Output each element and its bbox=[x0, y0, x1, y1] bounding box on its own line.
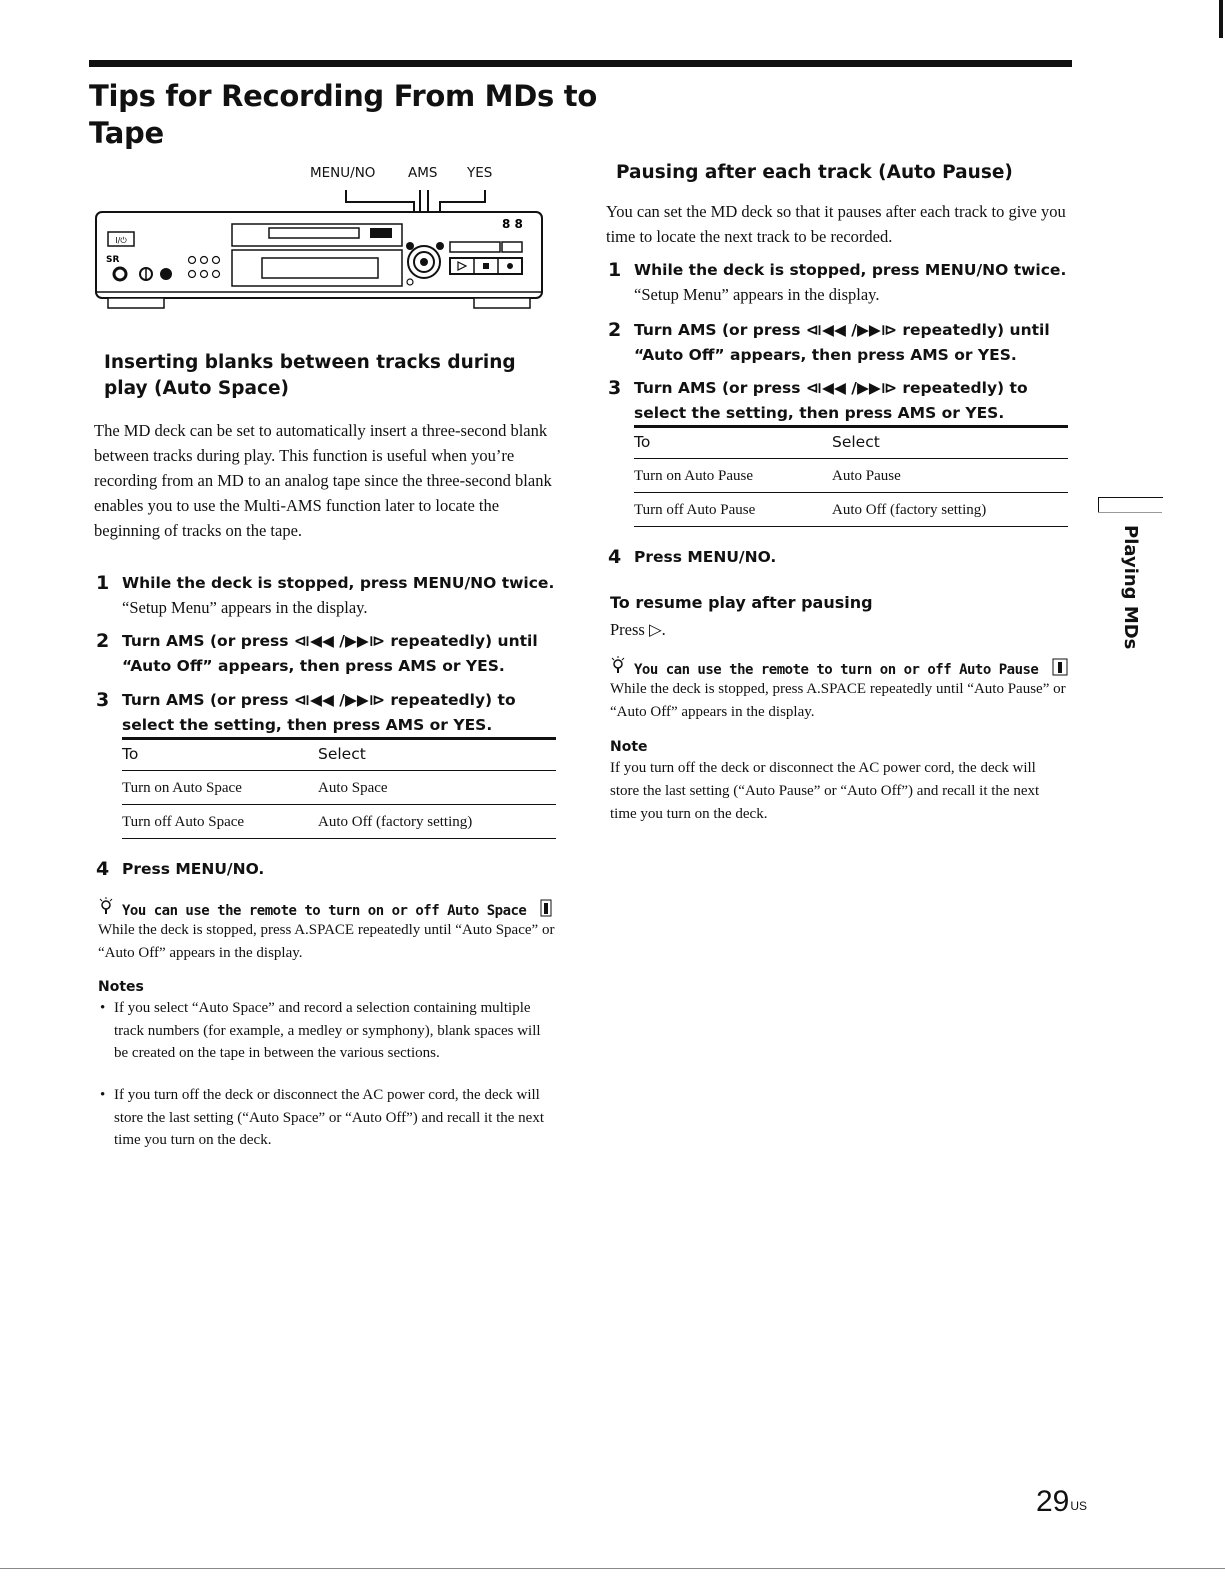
yes-label: YES bbox=[467, 165, 493, 181]
right-step-2 bbox=[608, 318, 1078, 368]
note-heading: Note bbox=[610, 739, 648, 755]
table-header: Select bbox=[318, 739, 556, 771]
note-item bbox=[100, 1084, 544, 1152]
auto-pause-note-body: If you turn off the deck or disconnect the AC power cord, the deck will store the last setting (“Auto Pause” or “Auto Off”) and recall it the next time you turn on the deck. bbox=[610, 760, 1040, 822]
side-tab-rule bbox=[1098, 512, 1162, 513]
auto-pause-tip-body: While the deck is stopped, press A.SPACE repeatedly until “Auto Pause” or “Auto Off” appears in the display. bbox=[610, 681, 1066, 720]
bullet-icon: • bbox=[100, 1000, 106, 1016]
table-header: To bbox=[122, 739, 318, 771]
page-number-value: 29 bbox=[1036, 1485, 1070, 1518]
side-tab-marker bbox=[1098, 497, 1163, 513]
svg-text:8 8: 8 8 bbox=[502, 217, 523, 231]
step-instruction: Turn AMS (or press ⧏◀◀ /▶▶⧐ repeatedly) to select the setting, then press AMS or YES. bbox=[122, 691, 516, 734]
note-text: If you select “Auto Space” and record a selection containing multiple track numbers (for example, a medley or symphony), blank spaces will be created on the tape in between the various sections. bbox=[114, 1000, 541, 1061]
header-rule bbox=[89, 60, 1072, 67]
lightbulb-icon bbox=[610, 656, 628, 680]
table-cell: Auto Pause bbox=[832, 459, 1068, 493]
section-tab-label: Playing MDs bbox=[1120, 525, 1141, 650]
step-number: 2 bbox=[608, 319, 622, 341]
step-number: 1 bbox=[608, 259, 622, 281]
step-instruction: Press MENU/NO. bbox=[122, 860, 265, 878]
auto-pause-intro: You can set the MD deck so that it pauses after each track to give you time to locate the next track to be recorded. bbox=[606, 202, 1066, 246]
menu-no-label: MENU/NO bbox=[310, 165, 376, 181]
table-row bbox=[634, 493, 1068, 527]
table-cell: Turn off Auto Pause bbox=[634, 493, 832, 527]
tip-title: You can use the remote to turn on or off Auto Pause bbox=[634, 662, 1039, 678]
power-button-label: I/⏻ bbox=[115, 236, 127, 245]
step-result: “Setup Menu” appears in the display. bbox=[634, 285, 880, 304]
bullet-icon: • bbox=[100, 1087, 106, 1103]
table-row bbox=[122, 805, 556, 839]
ams-label: AMS bbox=[408, 165, 438, 181]
step-instruction: While the deck is stopped, press MENU/NO twice. bbox=[122, 574, 555, 592]
resume-body: Press ▷. bbox=[610, 620, 666, 639]
auto-space-tip-body: While the deck is stopped, press A.SPACE repeatedly until “Auto Space” or “Auto Off” appears in the display. bbox=[98, 922, 555, 961]
step-number: 4 bbox=[608, 546, 622, 568]
right-step-4 bbox=[608, 545, 1078, 571]
right-step-3 bbox=[608, 376, 1078, 426]
table-header: To bbox=[634, 427, 832, 459]
table-cell: Turn on Auto Pause bbox=[634, 459, 832, 493]
step-number: 3 bbox=[96, 689, 110, 711]
auto-space-table bbox=[122, 737, 556, 839]
auto-pause-heading: Pausing after each track (Auto Pause) bbox=[616, 162, 1013, 183]
table-row bbox=[122, 771, 556, 805]
table-cell: Auto Off (factory setting) bbox=[318, 805, 556, 839]
table-header-row bbox=[634, 427, 1068, 459]
table-cell: Auto Space bbox=[318, 771, 556, 805]
right-step-1 bbox=[608, 258, 1078, 308]
step-instruction: While the deck is stopped, press MENU/NO twice. bbox=[634, 261, 1067, 279]
step-number: 2 bbox=[96, 630, 110, 652]
auto-space-intro: The MD deck can be set to automatically insert a three-second blank between tracks during play. This function is useful when you’re recording from an MD to an analog tape since the three-second blank enables you to use the Multi-AMS function later to locate the beginning of tracks on the tape. bbox=[94, 421, 552, 540]
auto-space-heading: Inserting blanks between tracks during play (Auto Space) bbox=[104, 352, 516, 399]
note-text: If you turn off the deck or disconnect the AC power cord, the deck will store the last setting (“Auto Space” or “Auto Off”) and recall it the next time you turn on the deck. bbox=[114, 1087, 544, 1148]
table-header-row bbox=[122, 739, 556, 771]
left-step-1 bbox=[96, 571, 566, 621]
tip-title: You can use the remote to turn on or off Auto Space bbox=[122, 903, 527, 919]
step-instruction: Turn AMS (or press ⧏◀◀ /▶▶⧐ repeatedly) until “Auto Off” appears, then press AMS or YES. bbox=[122, 632, 538, 675]
step-instruction: Turn AMS (or press ⧏◀◀ /▶▶⧐ repeatedly) to select the setting, then press AMS or YES. bbox=[634, 379, 1028, 422]
md-deck-illustration bbox=[94, 182, 546, 317]
table-cell: Auto Off (factory setting) bbox=[832, 493, 1068, 527]
left-step-3 bbox=[96, 688, 566, 738]
page-bottom-edge bbox=[0, 1568, 1225, 1569]
table-row bbox=[634, 459, 1068, 493]
table-cell: Turn off Auto Space bbox=[122, 805, 318, 839]
step-number: 1 bbox=[96, 572, 110, 594]
page-number bbox=[1036, 1484, 1087, 1520]
notes-heading: Notes bbox=[98, 979, 144, 995]
note-item bbox=[100, 997, 558, 1065]
page-region-suffix: US bbox=[1070, 1499, 1088, 1513]
step-instruction: Press MENU/NO. bbox=[634, 548, 777, 566]
table-cell: Turn on Auto Space bbox=[122, 771, 318, 805]
lightbulb-icon bbox=[98, 897, 116, 921]
step-result: “Setup Menu” appears in the display. bbox=[122, 598, 368, 617]
step-instruction: Turn AMS (or press ⧏◀◀ /▶▶⧐ repeatedly) until “Auto Off” appears, then press AMS or YES. bbox=[634, 321, 1050, 364]
left-step-4 bbox=[96, 857, 566, 883]
step-number: 4 bbox=[96, 858, 110, 880]
resume-heading: To resume play after pausing bbox=[610, 593, 873, 612]
page-title: Tips for Recording From MDs to Tape bbox=[89, 79, 597, 150]
table-header: Select bbox=[832, 427, 1068, 459]
left-step-2 bbox=[96, 629, 566, 679]
svg-text:SR: SR bbox=[106, 255, 120, 265]
auto-pause-table bbox=[634, 425, 1068, 527]
edge-bar bbox=[1219, 0, 1223, 38]
step-number: 3 bbox=[608, 377, 622, 399]
